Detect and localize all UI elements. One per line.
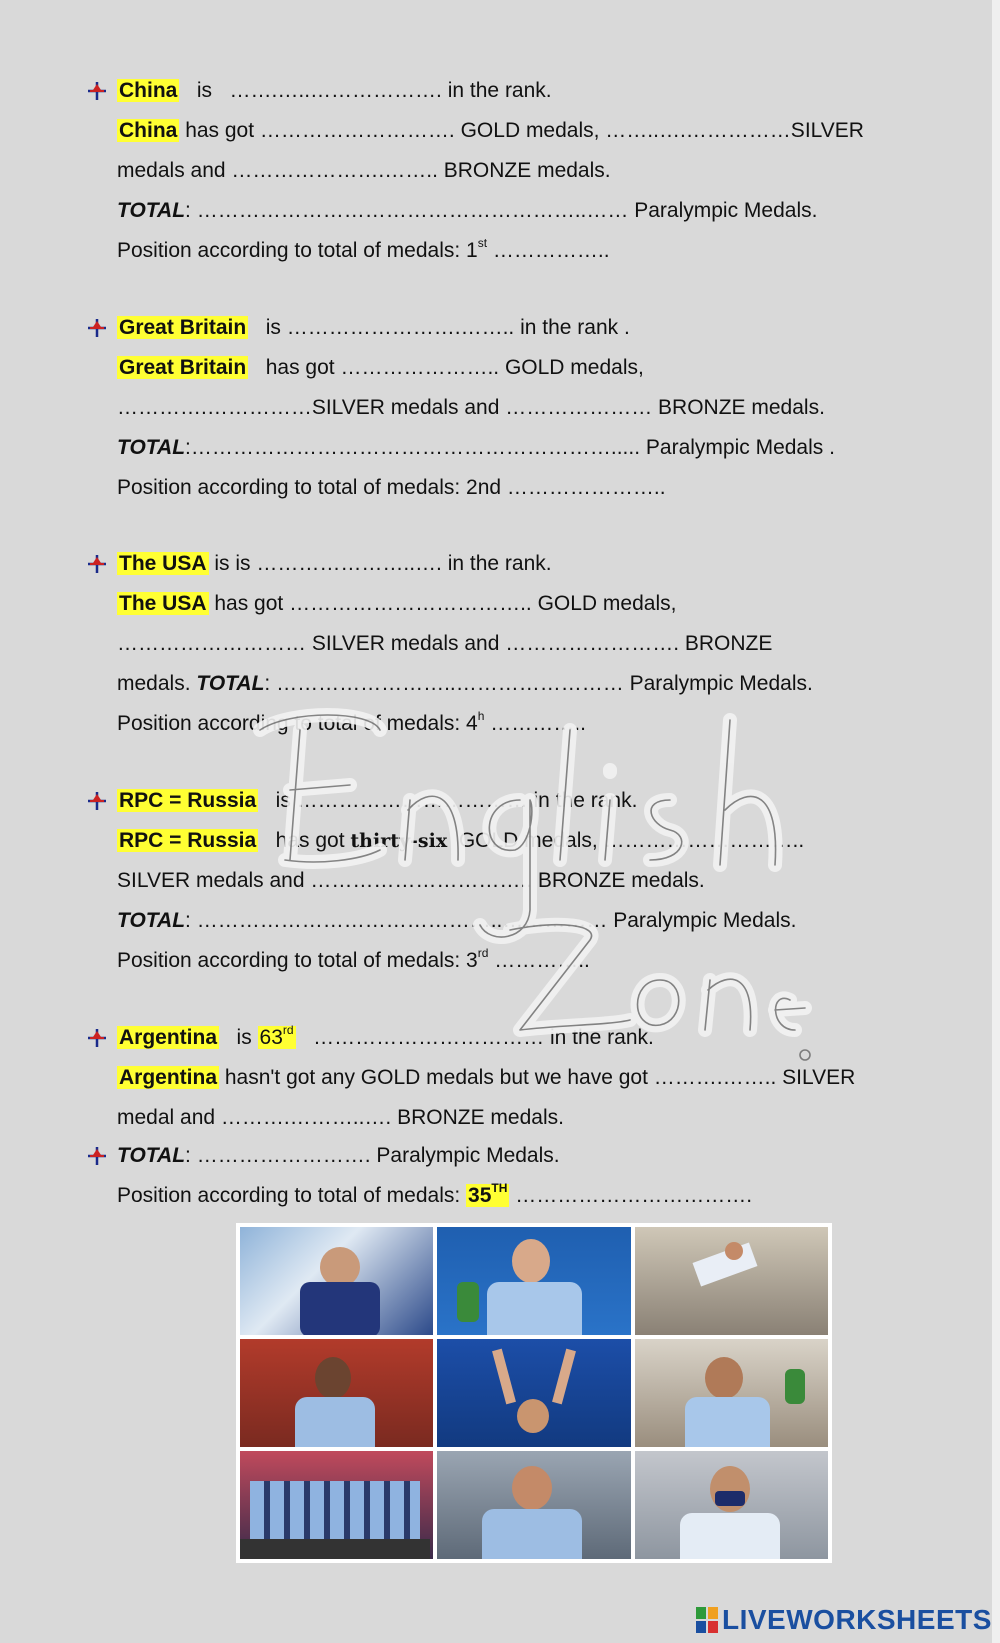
total-label: TOTAL — [117, 199, 186, 222]
athlete-photo — [240, 1339, 433, 1447]
usa-total-line — [117, 671, 813, 697]
text: Position according to total of medals: 4 — [117, 712, 478, 735]
argentina-line-1 — [117, 1025, 654, 1051]
answer-blank[interactable]: …………………………… — [313, 1026, 545, 1049]
athlete-photo — [240, 1227, 433, 1335]
text: has got ………………….. GOLD medals, — [265, 356, 644, 379]
text: Position according to total of medals: 3 — [117, 949, 478, 972]
text: in the rank. — [549, 1026, 654, 1049]
bullet-icon — [87, 1028, 107, 1048]
bullet-icon — [87, 318, 107, 338]
rank-number: 63 — [259, 1026, 283, 1049]
filled-answer: thirty-six — [350, 830, 448, 852]
athlete-photo — [437, 1451, 630, 1559]
text: : ……………………..…………………… Paralympic Medals. — [264, 672, 813, 695]
athlete-photo — [437, 1227, 630, 1335]
liveworksheets-logo — [696, 1604, 992, 1636]
rpc-line-3: SILVER medals and ………………………….. BRONZE medals. — [117, 869, 705, 892]
usa-line-3: ……………………… SILVER medals and ……………………. BRONZE — [117, 632, 773, 655]
text: : ……………………. Paralympic Medals. — [185, 1144, 560, 1167]
text: Position according to total of medals: — [117, 1184, 461, 1207]
text: : ………………………………………………..…… Paralympic Medals. — [185, 199, 818, 222]
total-label: TOTAL — [117, 1144, 186, 1167]
country-name-argentina: Argentina — [119, 1026, 218, 1049]
country-name-gb: Great Britain — [119, 316, 247, 339]
text: Position according to total of medals: 1 — [117, 239, 478, 262]
total-label: TOTAL — [117, 436, 186, 459]
text: in the rank. — [447, 552, 552, 575]
total-label: TOTAL — [196, 672, 265, 695]
text: is — [265, 316, 281, 339]
answer-blank[interactable]: ………….. — [490, 712, 586, 735]
text: : ……………………………………..…………… Paralympic Medals. — [185, 909, 797, 932]
country-name-usa: The USA — [119, 552, 207, 575]
bullet-icon — [87, 791, 107, 811]
china-total-line — [117, 198, 817, 224]
argentina-line-3: medal and ……….………..…. BRONZE medals. — [117, 1106, 564, 1129]
text: has got …………………………….. GOLD medals, — [214, 592, 677, 615]
rpc-position-line — [117, 948, 590, 974]
ordinal-suffix: rd — [477, 946, 489, 960]
country-name-gb: Great Britain — [119, 356, 247, 379]
athlete-photo — [635, 1227, 828, 1335]
china-line-3: medals and ………………….…….. BRONZE medals. — [117, 159, 611, 182]
gb-line-1 — [117, 315, 630, 341]
athlete-photo — [635, 1451, 828, 1559]
rpc-line-2 — [117, 828, 804, 854]
ordinal-suffix: h — [477, 709, 485, 723]
position-value — [466, 1181, 509, 1207]
text: is — [236, 1026, 252, 1049]
answer-blank[interactable]: …………………………… — [296, 789, 528, 812]
country-name-china: China — [119, 79, 178, 102]
china-position-line — [117, 238, 610, 264]
bullet-icon — [87, 1146, 107, 1166]
answer-blank[interactable]: ………….. — [494, 949, 590, 972]
argentina-total-line — [117, 1143, 560, 1169]
ordinal-suffix: rd — [282, 1023, 294, 1037]
logo-icon — [696, 1607, 718, 1633]
country-name-usa: The USA — [119, 592, 207, 615]
ordinal-suffix: st — [477, 236, 488, 250]
text: is is …………………..…. — [214, 552, 442, 575]
rpc-total-line — [117, 908, 796, 934]
answer-blank[interactable]: …………………….…….. — [286, 316, 515, 339]
usa-position-line — [117, 711, 586, 737]
gb-line-3: ………….……………SILVER medals and ………………… BRONZE medals. — [117, 396, 825, 419]
text: GOLD medals, ……..….……………SILVER — [460, 119, 864, 142]
country-name-argentina: Argentina — [119, 1066, 218, 1089]
text: GOLD medals, ……………………….. — [458, 829, 805, 852]
usa-line-2 — [117, 591, 676, 617]
athlete-photo — [635, 1339, 828, 1447]
answer-blank[interactable]: ……………………………. — [515, 1184, 753, 1207]
country-name-rpc: RPC = Russia — [119, 789, 257, 812]
answer-blank[interactable]: …………….. — [492, 239, 610, 262]
ordinal-suffix: TH — [491, 1181, 508, 1195]
rpc-line-1 — [117, 788, 637, 814]
country-name-china: China — [119, 119, 178, 142]
photo-collage — [236, 1223, 832, 1563]
text: is — [275, 789, 291, 812]
total-label: TOTAL — [117, 909, 186, 932]
gb-position-line: Position according to total of medals: 2nd ………………….. — [117, 476, 666, 499]
team-photo — [240, 1451, 433, 1559]
text: is — [196, 79, 213, 102]
argentina-line-2 — [117, 1065, 855, 1091]
logo-text: LIVEWORKSHEETS — [722, 1604, 992, 1635]
text: has got — [275, 829, 345, 852]
usa-line-1 — [117, 551, 552, 577]
position-number: 35 — [468, 1184, 492, 1207]
text: hasn't got any GOLD medals but we have got ……….…….. SILVER — [224, 1066, 856, 1089]
gb-total-line — [117, 435, 835, 461]
text: has got ………………………. — [185, 119, 455, 142]
text: in the rank . — [520, 316, 630, 339]
rank-value — [258, 1023, 296, 1049]
gb-line-2 — [117, 355, 644, 381]
athlete-photo — [437, 1339, 630, 1447]
text: in the rank. — [447, 79, 552, 102]
text: in the rank. — [533, 789, 638, 812]
answer-blank[interactable]: …….…..………………. — [229, 79, 442, 102]
bullet-icon — [87, 81, 107, 101]
argentina-position-line — [117, 1183, 752, 1209]
text: medals. — [117, 672, 191, 695]
country-name-rpc: RPC = Russia — [119, 829, 257, 852]
bullet-icon — [87, 554, 107, 574]
text: :……………………………………………………..... Paralympic Medals . — [185, 436, 835, 459]
page-edge — [992, 0, 1000, 1643]
china-line-2 — [117, 118, 864, 144]
china-line-1 — [117, 78, 552, 104]
